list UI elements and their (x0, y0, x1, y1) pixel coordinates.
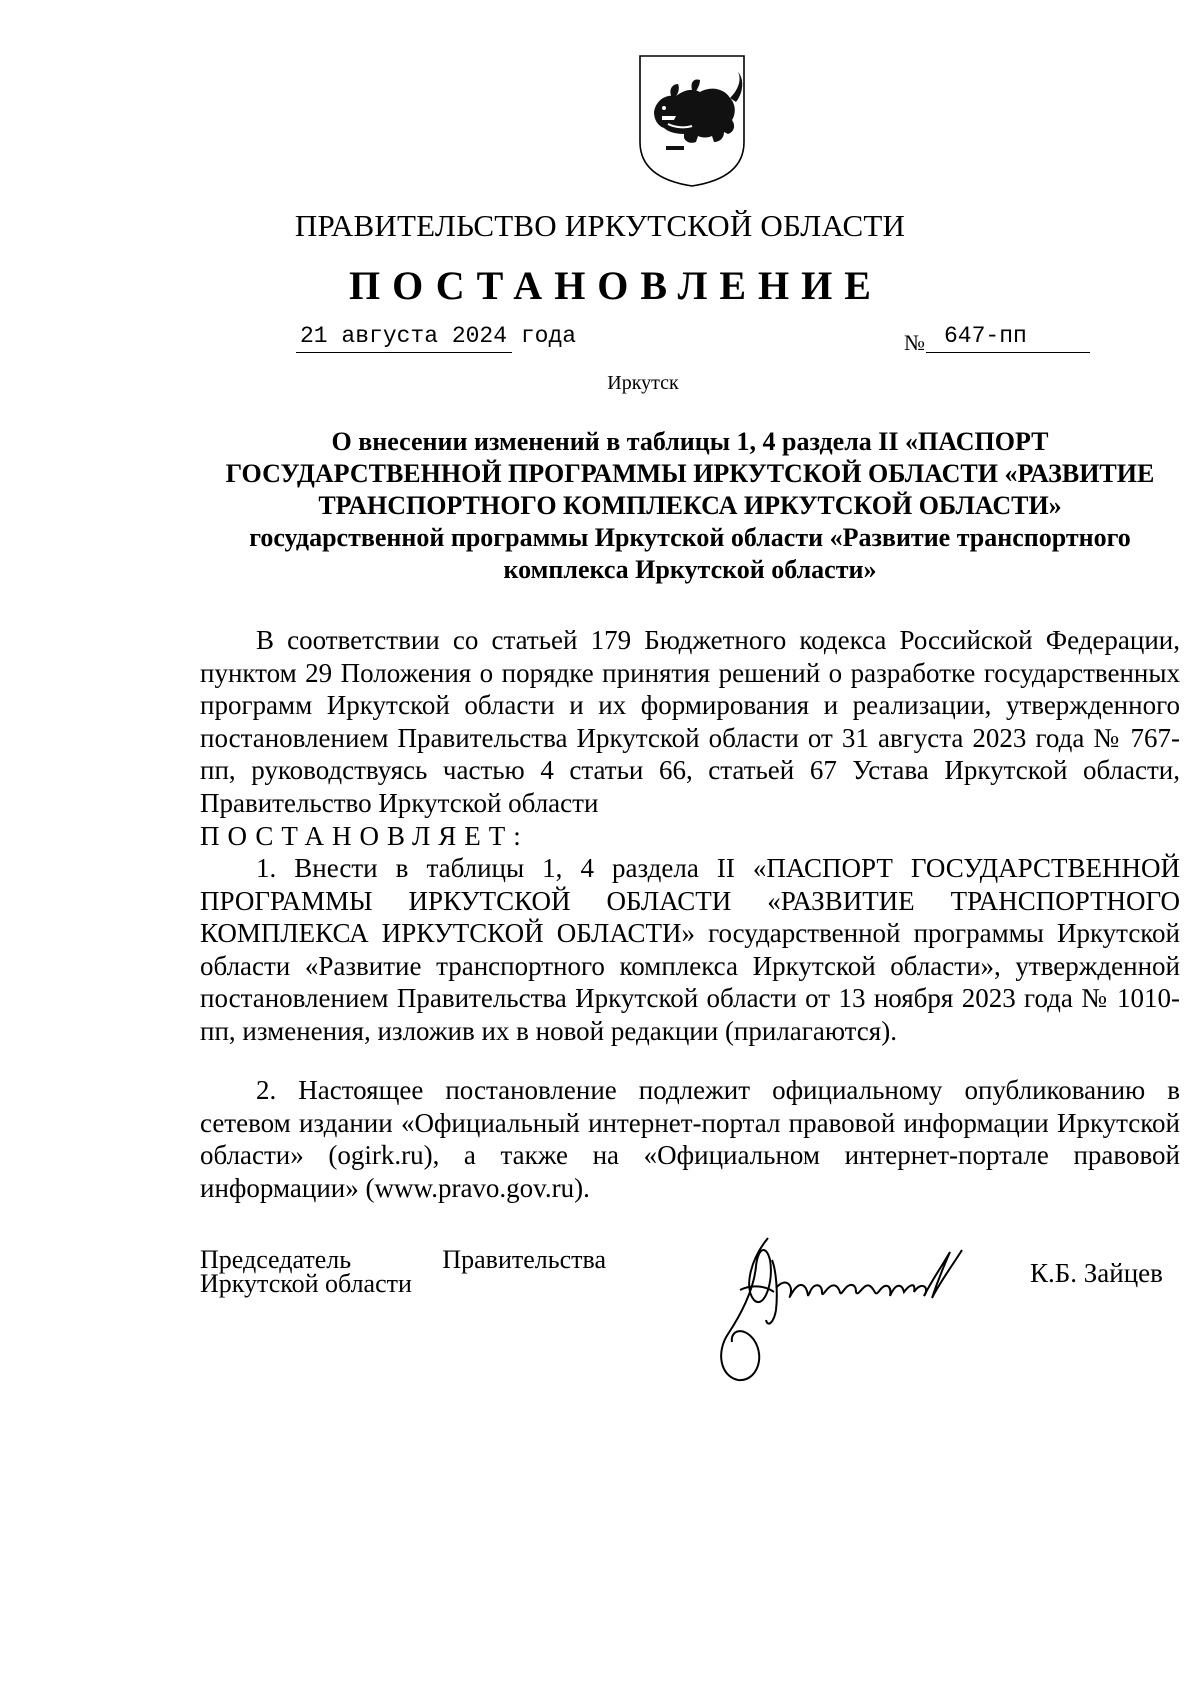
city: Иркутск (607, 372, 679, 394)
date-underline (296, 352, 512, 353)
signature (710, 1230, 980, 1390)
item-2-paragraph: 2. Настоящее постановление подлежит официальному опубликованию в сетевом издании «Официальный интернет-портал правовой информации Иркутской области» (ogirk.ru), а также на «Официальном интернет-портале правовой информации» (www.pravo.gov.ru). (200, 1075, 1180, 1203)
number-sign: № (904, 330, 925, 355)
signatory-position-line2: Иркутской области (200, 1269, 412, 1298)
document-type: ПОСТАНОВЛЕНИЕ (349, 263, 883, 308)
coat-of-arms-emblem (632, 50, 752, 190)
organization-name: ПРАВИТЕЛЬСТВО ИРКУТСКОЙ ОБЛАСТИ (294, 208, 906, 243)
document-number: 647-пп (944, 323, 1027, 349)
irkutsk-coat-of-arms-icon (632, 50, 752, 190)
document-date: 21 августа 2024 года (300, 323, 577, 349)
preamble-paragraph: В соответствии со статьей 179 Бюджетного кодекса Российской Федерации, пунктом 29 Положения о порядке принятия решений о разработке государственных программ Иркутской области и их формирования и реализации, утвержденного постановлением Правительства Иркутской области от 31 августа 2023 года № 767-пп, руководствуясь частью 4 статьи 66, статьей 67 Устава Иркутской области, Правительство Иркутской области (200, 625, 1180, 818)
item-1-paragraph: 1. Внести в таблицы 1, 4 раздела II «ПАСПОРТ ГОСУДАРСТВЕННОЙ ПРОГРАММЫ ИРКУТСКОЙ ОБЛАСТИ «РАЗВИТИЕ ТРАНСПОРТНОГО КОМПЛЕКСА ИРКУТСКОЙ ОБЛАСТИ» государственной программы Иркутской области «Развитие транспортного комплекса Иркутской области», утвержденной постановлением Правительства Иркутской области от 13 ноября 2023 года № 1010-пп, изменения, изложив их в новой редакции (прилагаются). (200, 853, 1180, 1046)
number-underline (926, 352, 1090, 353)
decree-word: ПОСТАНОВЛЯЕТ: (200, 821, 529, 851)
document-title: О внесении изменений в таблицы 1, 4 раздела II «ПАСПОРТ ГОСУДАРСТВЕННОЙ ПРОГРАММЫ ИРКУТСКОЙ ОБЛАСТИ «РАЗВИТИЕ ТРАНСПОРТНОГО КОМПЛЕКСА ИРКУТСКОЙ ОБЛАСТИ» государственной программы Иркутской области «Развитие транспортного комплекса Иркутской области» (225, 427, 1155, 584)
signatory-position-line1: Председатель Правительства (200, 1245, 606, 1274)
handwritten-signature-icon (710, 1230, 980, 1390)
signatory-name: К.Б. Зайцев (1030, 1258, 1163, 1288)
